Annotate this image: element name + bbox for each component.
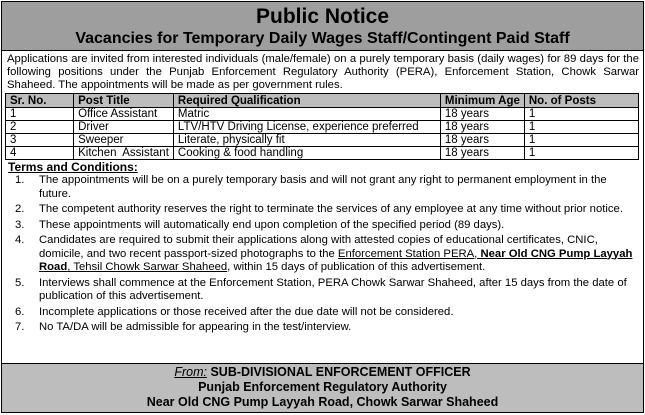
- table-header-row: [6, 94, 639, 108]
- terms-list: [2, 174, 643, 335]
- cell-min-age: 18 years: [440, 134, 524, 147]
- notice-header: [2, 2, 643, 51]
- vacancies-table: [5, 93, 639, 160]
- cell-no-of-posts: 1: [524, 134, 638, 147]
- notice-title: Public Notice: [255, 5, 390, 28]
- item-number: 1.: [15, 174, 25, 186]
- item-text: The appointments will be on a purely temporary basis and will not grant any right to permanent employment in the future.: [39, 174, 607, 200]
- tehsil-underlined: , Tehsil Chowk Sarwar Shaheed: [67, 261, 228, 273]
- station-address-bold: Near Old CNG Pump Layyah Road: [39, 247, 633, 273]
- item-text: These appointments will automatically end upon completion of the specified period (89 days).: [39, 218, 505, 231]
- item-text: Incomplete applications or those received after the due date will not be considered.: [39, 305, 454, 318]
- cell-sr-no: 3: [6, 134, 74, 147]
- cell-no-of-posts: 1: [524, 121, 638, 134]
- officer-title: SUB-DIVISIONAL ENFORCEMENT OFFICER: [210, 365, 471, 379]
- item-number: 5.: [15, 276, 25, 289]
- cell-min-age: 18 years: [440, 108, 524, 121]
- cell-min-age: 18 years: [440, 147, 524, 160]
- list-item: [2, 203, 637, 217]
- item-number: 2.: [15, 203, 25, 215]
- office-address: Near Old CNG Pump Layyah Road, Chowk Sarwar Shaheed: [146, 395, 499, 409]
- cell-post-title: Sweeper: [74, 134, 174, 147]
- item-number: 4.: [15, 234, 25, 246]
- list-item: [2, 234, 637, 275]
- public-notice: [1, 1, 644, 413]
- item-number: 7.: [15, 321, 25, 333]
- cell-no-of-posts: 1: [524, 108, 638, 121]
- list-item: [2, 306, 637, 320]
- item-text: Candidates are required to submit their applications along with attested copies of educational certificates, CNIC, domicile, and two recent passport-sized photographs to the: [39, 234, 598, 260]
- from-label: From:: [174, 365, 207, 379]
- table-row: [6, 108, 639, 121]
- cell-post-title: Office Assistant: [74, 108, 174, 121]
- list-item: [2, 174, 637, 201]
- cell-qualification: Literate, physically fit: [173, 134, 440, 147]
- item-text: No TA/DA will be admissible for appearing in the test/interview.: [39, 321, 352, 333]
- cell-sr-no: 4: [6, 147, 74, 160]
- notice-subtitle: Vacancies for Temporary Daily Wages Staff/Contingent Paid Staff: [75, 30, 570, 47]
- item-number: 3.: [15, 218, 25, 231]
- list-item: [2, 321, 637, 335]
- officer-line: [2, 365, 643, 380]
- cell-sr-no: 2: [6, 121, 74, 134]
- station-address-underlined: Enforcement Station PERA,: [337, 247, 481, 260]
- notice-footer: [2, 363, 643, 412]
- authority-name: Punjab Enforcement Regulatory Authority: [198, 380, 447, 394]
- cell-qualification: Cooking & food handling: [173, 147, 440, 160]
- list-item: [2, 219, 637, 233]
- terms-heading: Terms and Conditions:: [8, 160, 138, 174]
- item-text: The competent authority reserves the right to terminate the services of any employee at any time without prior notice.: [39, 203, 623, 215]
- col-min-age: Minimum Age: [440, 94, 524, 108]
- cell-sr-no: 1: [6, 108, 74, 121]
- col-post-title: Post Title: [74, 94, 174, 108]
- item-text-end: , within 15 days of publication of this advertisement.: [227, 261, 486, 273]
- cell-qualification: Matric: [173, 108, 440, 121]
- cell-post-title: Kitchen Assistant: [74, 147, 174, 160]
- list-item: [2, 277, 637, 304]
- cell-min-age: 18 years: [440, 121, 524, 134]
- item-text: Interviews shall commence at the Enforcement Station, PERA Chowk Sarwar Shaheed, after 15 days from the date of publication of this advertisement.: [39, 276, 627, 302]
- cell-no-of-posts: 1: [524, 147, 638, 160]
- item-number: 6.: [15, 305, 25, 318]
- table-row: [6, 147, 639, 160]
- col-no-of-posts: No. of Posts: [524, 94, 638, 108]
- cell-post-title: Driver: [74, 121, 174, 134]
- cell-qualification: LTV/HTV Driving License, experience preferred: [173, 121, 440, 134]
- table-row: [6, 134, 639, 147]
- col-sr-no: Sr. No.: [6, 94, 74, 108]
- table-row: [6, 121, 639, 134]
- intro-paragraph: Applications are invited from interested individuals (male/female) on a purely temporary basis (daily wages) for 89 days for the following positions under the Punjab Enforcement Regulatory Authority (PERA), Enforcement Station, Chowk Sarwar Shaheed. The appointments will be made as per government rules.: [7, 53, 639, 91]
- col-qualification: Required Qualification: [173, 94, 440, 108]
